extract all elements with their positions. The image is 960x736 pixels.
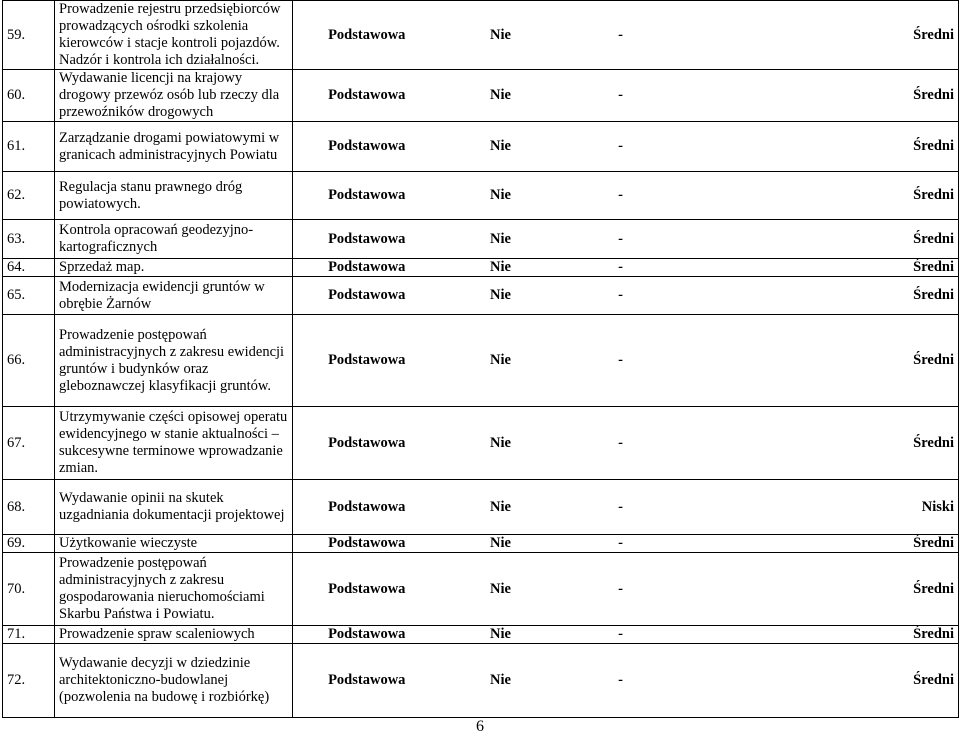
row-dash: -	[561, 644, 681, 718]
row-level: Średni	[681, 259, 959, 277]
row-level: Średni	[681, 644, 959, 718]
table-row	[3, 277, 959, 315]
table-row	[3, 1, 959, 70]
row-level: Średni	[681, 315, 959, 407]
row-type: Podstawowa	[293, 277, 441, 315]
row-description: Sprzedaż map.	[55, 259, 293, 277]
row-level: Średni	[681, 70, 959, 122]
row-dash: -	[561, 407, 681, 480]
table-row	[3, 315, 959, 407]
row-level: Średni	[681, 535, 959, 553]
row-flag: Nie	[441, 1, 561, 70]
row-description: Regulacja stanu prawnego dróg powiatowych.	[55, 172, 293, 220]
row-dash: -	[561, 626, 681, 644]
row-description: Prowadzenie rejestru przedsiębiorców prowadzących ośrodki szkolenia kierowców i stacje kontroli pojazdów. Nadzór i kontrola ich działalności.	[55, 1, 293, 70]
row-type: Podstawowa	[293, 626, 441, 644]
row-flag: Nie	[441, 644, 561, 718]
row-flag: Nie	[441, 122, 561, 172]
table-row	[3, 220, 959, 259]
row-level: Średni	[681, 122, 959, 172]
row-level: Średni	[681, 1, 959, 70]
row-type: Podstawowa	[293, 644, 441, 718]
row-dash: -	[561, 70, 681, 122]
row-dash: -	[561, 480, 681, 535]
row-flag: Nie	[441, 315, 561, 407]
row-description: Utrzymywanie części opisowej operatu ewidencyjnego w stanie aktualności – sukcesywne terminowe wprowadzanie zmian.	[55, 407, 293, 480]
row-dash: -	[561, 220, 681, 259]
row-level: Średni	[681, 220, 959, 259]
row-number: 66.	[3, 315, 55, 407]
row-description: Kontrola opracowań geodezyjno-kartograficznych	[55, 220, 293, 259]
row-level: Średni	[681, 553, 959, 626]
row-level: Średni	[681, 277, 959, 315]
row-number: 68.	[3, 480, 55, 535]
row-type: Podstawowa	[293, 122, 441, 172]
row-flag: Nie	[441, 70, 561, 122]
row-number: 60.	[3, 70, 55, 122]
row-level: Średni	[681, 172, 959, 220]
row-number: 64.	[3, 259, 55, 277]
row-number: 62.	[3, 172, 55, 220]
row-number: 59.	[3, 1, 55, 70]
row-number: 71.	[3, 626, 55, 644]
row-flag: Nie	[441, 480, 561, 535]
row-description: Wydawanie decyzji w dziedzinie architektoniczno-budowlanej (pozwolenia na budowę i rozbiórkę)	[55, 644, 293, 718]
row-flag: Nie	[441, 626, 561, 644]
row-description: Prowadzenie postępowań administracyjnych z zakresu ewidencji gruntów i budynków oraz gleboznawczej klasyfikacji gruntów.	[55, 315, 293, 407]
table-row	[3, 122, 959, 172]
row-description: Prowadzenie postępowań administracyjnych z zakresu gospodarowania nieruchomościami Skarbu Państwa i Powiatu.	[55, 553, 293, 626]
row-type: Podstawowa	[293, 315, 441, 407]
row-dash: -	[561, 277, 681, 315]
row-dash: -	[561, 553, 681, 626]
row-flag: Nie	[441, 407, 561, 480]
row-level: Średni	[681, 626, 959, 644]
row-dash: -	[561, 535, 681, 553]
row-type: Podstawowa	[293, 220, 441, 259]
row-description: Wydawanie licencji na krajowy drogowy przewóz osób lub rzeczy dla przewoźników drogowych	[55, 70, 293, 122]
row-flag: Nie	[441, 259, 561, 277]
table-row	[3, 644, 959, 718]
row-dash: -	[561, 315, 681, 407]
row-description: Modernizacja ewidencji gruntów w obrębie Żarnów	[55, 277, 293, 315]
row-level: Średni	[681, 407, 959, 480]
row-flag: Nie	[441, 277, 561, 315]
row-flag: Nie	[441, 172, 561, 220]
row-type: Podstawowa	[293, 535, 441, 553]
row-number: 70.	[3, 553, 55, 626]
table-row	[3, 70, 959, 122]
table-row	[3, 626, 959, 644]
row-type: Podstawowa	[293, 70, 441, 122]
row-dash: -	[561, 172, 681, 220]
table-row	[3, 259, 959, 277]
table-row	[3, 480, 959, 535]
table-row	[3, 407, 959, 480]
row-number: 61.	[3, 122, 55, 172]
row-type: Podstawowa	[293, 259, 441, 277]
row-type: Podstawowa	[293, 172, 441, 220]
row-number: 67.	[3, 407, 55, 480]
row-type: Podstawowa	[293, 1, 441, 70]
row-dash: -	[561, 122, 681, 172]
row-description: Prowadzenie spraw scaleniowych	[55, 626, 293, 644]
tasks-table	[2, 0, 959, 718]
row-type: Podstawowa	[293, 480, 441, 535]
row-flag: Nie	[441, 220, 561, 259]
row-number: 63.	[3, 220, 55, 259]
table-row	[3, 553, 959, 626]
row-description: Wydawanie opinii na skutek uzgadniania dokumentacji projektowej	[55, 480, 293, 535]
row-description: Użytkowanie wieczyste	[55, 535, 293, 553]
row-number: 65.	[3, 277, 55, 315]
row-dash: -	[561, 1, 681, 70]
row-level: Niski	[681, 480, 959, 535]
row-number: 69.	[3, 535, 55, 553]
row-description: Zarządzanie drogami powiatowymi w granicach administracyjnych Powiatu	[55, 122, 293, 172]
row-flag: Nie	[441, 535, 561, 553]
row-flag: Nie	[441, 553, 561, 626]
row-type: Podstawowa	[293, 407, 441, 480]
row-dash: -	[561, 259, 681, 277]
table-row	[3, 172, 959, 220]
row-type: Podstawowa	[293, 553, 441, 626]
table-row	[3, 535, 959, 553]
row-number: 72.	[3, 644, 55, 718]
page-number: 6	[476, 718, 484, 735]
